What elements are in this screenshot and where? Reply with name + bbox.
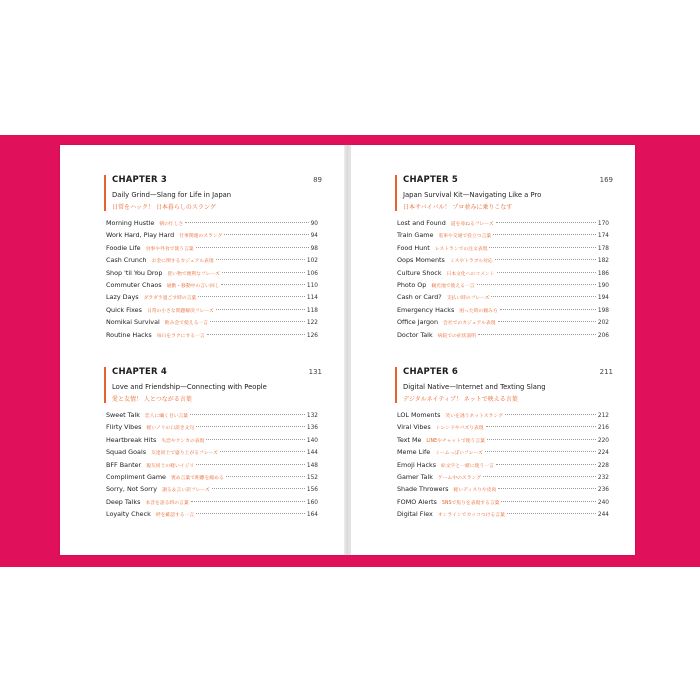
dot-leader — [210, 321, 305, 322]
entry-title: Loyalty Check — [106, 510, 151, 519]
entry-subtitle-jp: 毎日をラクにする一言 — [156, 333, 205, 339]
entry-page-number: 198 — [597, 307, 609, 314]
chapter-subtitle-jp: 愛と友情！ 人とつながる言葉 — [112, 396, 192, 403]
entry-subtitle-jp: 褒め言葉で距離を縮める — [170, 475, 224, 481]
entry-subtitle-jp: 電車や交通で役立つ言葉 — [438, 234, 492, 240]
chapter-label: CHAPTER 6 — [403, 367, 458, 377]
entry-title: Text Me — [397, 435, 422, 444]
entry-subtitle-jp: 飲み会で使える一言 — [164, 321, 208, 327]
toc-entry — [397, 423, 609, 435]
toc-entry — [397, 510, 609, 522]
dot-leader — [226, 476, 305, 477]
entry-subtitle-jp: 朝の忙しさ — [159, 222, 184, 227]
toc-entry — [397, 318, 609, 330]
entry-title: Train Game — [397, 231, 434, 240]
dot-leader — [185, 222, 308, 223]
entry-title: Food Hunt — [397, 243, 430, 252]
toc-entry — [106, 448, 318, 460]
entry-title: Digital Flex — [397, 510, 433, 519]
entry-title: Lost and Found — [397, 219, 446, 227]
chapter-subtitle-jp: デジタルネイティブ！ ネットで映える言葉 — [403, 396, 518, 403]
entry-subtitle-jp: 困った時の頼み方 — [459, 308, 498, 314]
entry-subtitle-jp: ミスやトラブル対応 — [449, 259, 493, 265]
entry-page-number: 118 — [306, 307, 318, 314]
toc-entry — [397, 293, 609, 305]
dot-leader — [221, 284, 305, 285]
toc-entry — [106, 485, 318, 497]
entry-title: Nomikai Survival — [106, 318, 160, 327]
chapter-3-entries — [106, 219, 318, 343]
toc-entry — [397, 219, 609, 231]
toc-entry — [106, 269, 318, 281]
chapter-page-number: 89 — [313, 176, 322, 184]
entry-subtitle-jp: 絵文字と一緒に使う一言 — [441, 463, 494, 469]
entry-page-number: 236 — [597, 487, 609, 494]
entry-subtitle-jp: 謝る＆言い訳フレーズ — [162, 488, 210, 494]
entry-subtitle-jp: 日本文化へのコメント — [446, 271, 495, 277]
entry-page-number: 102 — [306, 258, 318, 265]
entry-subtitle-jp: 食事や外食で使う言葉 — [145, 246, 194, 252]
dot-leader — [486, 426, 596, 427]
entry-subtitle-jp: 買い物で便利なフレーズ — [167, 271, 220, 277]
entry-page-number: 186 — [597, 270, 609, 277]
left-page — [60, 145, 344, 555]
toc-entry — [397, 306, 609, 318]
entry-title: Quick Fixes — [106, 305, 142, 314]
chapter-label: CHAPTER 4 — [112, 367, 167, 377]
dot-leader — [495, 259, 596, 260]
toc-entry — [397, 244, 609, 256]
dot-leader — [501, 501, 595, 502]
dot-leader — [498, 321, 596, 322]
dot-leader — [496, 222, 596, 223]
entry-page-number: 220 — [597, 437, 609, 444]
dot-leader — [487, 439, 596, 440]
entry-subtitle-jp: 友達同士で盛り上がるフレーズ — [151, 451, 218, 457]
entry-title: Viral Vibes — [397, 423, 431, 432]
entry-subtitle-jp: 軽いディスりや皮肉 — [453, 488, 497, 494]
dot-leader — [489, 247, 596, 248]
entry-title: Photo Op — [397, 280, 427, 289]
entry-page-number: 160 — [306, 499, 318, 506]
toc-entry — [397, 498, 609, 510]
right-page — [351, 145, 635, 555]
toc-entry — [397, 269, 609, 281]
chapter-5-entries — [397, 219, 609, 343]
toc-entry — [106, 318, 318, 330]
entry-page-number: 228 — [597, 462, 609, 469]
entry-subtitle-jp: 本音を語る時の言葉 — [145, 500, 189, 506]
dot-leader — [483, 476, 596, 477]
entry-subtitle-jp: 親友同士の軽いイジリ — [146, 463, 195, 469]
chapter-3-header — [104, 175, 322, 211]
chapter-page-number: 131 — [308, 368, 322, 376]
entry-subtitle-jp: 病院での症状説明 — [437, 333, 477, 339]
entry-page-number: 156 — [306, 487, 318, 494]
entry-title: Shop 'til You Drop — [106, 268, 163, 277]
toc-entry — [106, 293, 318, 305]
chapter-title: Digital Native—Internet and Texting Slang — [403, 383, 546, 391]
entry-title: Routine Hacks — [106, 330, 152, 339]
dot-leader — [478, 334, 596, 335]
entry-subtitle-jp: トレンドやバズり表現 — [435, 426, 484, 432]
entry-page-number: 232 — [597, 474, 609, 481]
toc-entry — [106, 256, 318, 268]
toc-entry — [106, 231, 318, 243]
entry-page-number: 152 — [306, 474, 318, 481]
entry-title: Meme Life — [397, 448, 431, 457]
entry-title: Cash Crunch — [106, 256, 147, 265]
entry-title: Culture Shock — [397, 268, 442, 277]
toc-entry — [106, 219, 318, 231]
entry-page-number: 212 — [597, 413, 609, 419]
entry-subtitle-jp: 失恋やケンカの表現 — [161, 438, 205, 444]
dot-leader — [500, 309, 596, 310]
chapter-6-entries — [397, 411, 609, 523]
dot-leader — [196, 464, 305, 465]
toc-entry — [397, 331, 609, 343]
toc-entry — [106, 281, 318, 293]
entry-page-number: 194 — [597, 295, 609, 302]
entry-subtitle-jp: 仕事関連のスラング — [179, 234, 223, 240]
entry-page-number: 206 — [597, 332, 609, 339]
entry-title: Cash or Card? — [397, 293, 442, 302]
entry-title: Sweet Talk — [106, 411, 140, 419]
entry-page-number: 148 — [306, 462, 318, 469]
dot-leader — [196, 513, 305, 514]
entry-page-number: 240 — [597, 499, 609, 506]
entry-page-number: 190 — [597, 282, 609, 289]
dot-leader — [491, 296, 595, 297]
dot-leader — [212, 488, 305, 489]
dot-leader — [222, 272, 305, 273]
chapter-4-header — [104, 367, 322, 403]
toc-entry — [397, 485, 609, 497]
entry-title: Compliment Game — [106, 472, 166, 481]
toc-entry — [397, 231, 609, 243]
chapter-4-entries — [106, 411, 318, 523]
book-spine — [344, 145, 351, 555]
entry-subtitle-jp: お金に関するカジュアル表現 — [151, 259, 214, 265]
toc-entry — [106, 498, 318, 510]
entry-subtitle-jp: ゲーム中のスラング — [437, 475, 481, 481]
chapter-subtitle-jp: 日常をハック！ 日本暮らしのスラング — [112, 204, 216, 211]
dot-leader — [496, 464, 596, 465]
entry-subtitle-jp: 日常の小さな問題解決フレーズ — [146, 308, 214, 314]
dot-leader — [206, 439, 305, 440]
chapter-page-number: 211 — [599, 368, 613, 376]
entry-title: Lazy Days — [106, 293, 139, 302]
dot-leader — [196, 247, 309, 248]
entry-subtitle-jp: 絆を確認する一言 — [155, 513, 195, 519]
entry-page-number: 114 — [306, 295, 318, 302]
dot-leader — [477, 284, 596, 285]
entry-page-number: 164 — [306, 512, 318, 519]
entry-page-number: 174 — [597, 233, 609, 240]
entry-page-number: 132 — [306, 413, 318, 419]
chapter-label: CHAPTER 3 — [112, 175, 167, 185]
entry-page-number: 216 — [597, 425, 609, 432]
dot-leader — [196, 426, 305, 427]
entry-title: Doctor Talk — [397, 330, 433, 339]
entry-page-number: 144 — [306, 450, 318, 457]
dot-leader — [493, 234, 596, 235]
chapter-page-number: 169 — [599, 176, 613, 184]
dot-leader — [216, 309, 305, 310]
entry-subtitle-jp: 観光地で使える一言 — [431, 283, 475, 289]
toc-entry — [106, 423, 318, 435]
entry-title: Flirty Vibes — [106, 423, 142, 432]
entry-title: Heartbreak Hits — [106, 435, 157, 444]
toc-entry — [397, 281, 609, 293]
entry-page-number: 110 — [306, 282, 318, 289]
dot-leader — [497, 272, 596, 273]
entry-title: Commuter Chaos — [106, 280, 162, 289]
entry-page-number: 140 — [306, 437, 318, 444]
chapter-title: Japan Survival Kit—Navigating Like a Pro — [403, 191, 542, 199]
dot-leader — [220, 451, 305, 452]
entry-title: LOL Moments — [397, 411, 441, 419]
entry-subtitle-jp: LINEやチャットで使う言葉 — [426, 438, 485, 444]
entry-subtitle-jp: 通勤・移動中の言い回し — [166, 283, 220, 289]
entry-title: Sorry, Not Sorry — [106, 485, 158, 494]
toc-entry — [106, 461, 318, 473]
entry-title: FOMO Alerts — [397, 497, 437, 506]
dot-leader — [485, 451, 596, 452]
dot-leader — [498, 488, 596, 489]
entry-page-number: 98 — [310, 245, 318, 252]
toc-entry — [106, 306, 318, 318]
entry-page-number: 244 — [597, 512, 609, 519]
toc-entry — [397, 448, 609, 460]
toc-entry — [106, 244, 318, 256]
entry-page-number: 94 — [310, 233, 318, 240]
chapter-6-header — [395, 367, 613, 403]
toc-entry — [397, 436, 609, 448]
toc-entry — [106, 436, 318, 448]
entry-page-number: 202 — [597, 320, 609, 327]
entry-page-number: 126 — [306, 332, 318, 339]
entry-title: Oops Moments — [397, 256, 445, 265]
entry-title: Foodie Life — [106, 243, 141, 252]
entry-subtitle-jp: レストランでの注文表現 — [434, 246, 488, 252]
dot-leader — [224, 234, 308, 235]
dot-leader — [191, 501, 305, 502]
entry-title: Emergency Hacks — [397, 305, 455, 314]
entry-title: Morning Hustle — [106, 219, 155, 227]
dot-leader — [505, 414, 596, 415]
entry-page-number: 122 — [306, 320, 318, 327]
chapter-title: Daily Grind—Slang for Life in Japan — [112, 191, 232, 199]
entry-subtitle-jp: 恋人に囁く甘い言葉 — [144, 414, 189, 419]
toc-entry — [106, 510, 318, 522]
dot-leader — [190, 414, 305, 415]
entry-title: Shade Throwers — [397, 485, 449, 494]
entry-subtitle-jp: 軽いノリの口説き文句 — [146, 426, 195, 432]
entry-subtitle-jp: 笑いを誘うネットスラング — [445, 414, 503, 419]
entry-page-number: 90 — [310, 221, 318, 227]
toc-entry — [397, 473, 609, 485]
entry-subtitle-jp: オンラインでカッコつける言葉 — [437, 513, 505, 519]
dot-leader — [198, 296, 305, 297]
toc-entry — [106, 331, 318, 343]
chapter-subtitle-jp: 日本サバイバル！ プロ並みに乗りこなす — [403, 204, 513, 211]
chapter-title: Love and Friendship—Connecting with People — [112, 383, 267, 391]
entry-title: Squad Goals — [106, 448, 147, 457]
entry-title: Gamer Talk — [397, 472, 433, 481]
toc-entry — [106, 411, 318, 423]
dot-leader — [207, 334, 305, 335]
dot-leader — [507, 513, 596, 514]
entry-subtitle-jp: 支払い時のフレーズ — [446, 296, 490, 302]
entry-title: Deep Talks — [106, 497, 141, 506]
entry-page-number: 182 — [597, 258, 609, 265]
entry-page-number: 178 — [597, 245, 609, 252]
chapter-5-header — [395, 175, 613, 211]
toc-entry — [397, 411, 609, 423]
entry-title: Emoji Hacks — [397, 460, 437, 469]
entry-subtitle-jp: ミームっぽいフレーズ — [435, 451, 483, 457]
entry-page-number: 170 — [597, 221, 609, 227]
entry-title: BFF Banter — [106, 460, 142, 469]
entry-page-number: 224 — [597, 450, 609, 457]
chapter-label: CHAPTER 5 — [403, 175, 458, 185]
entry-page-number: 106 — [306, 270, 318, 277]
entry-title: Office Jargon — [397, 318, 439, 327]
entry-subtitle-jp: ダラダラ過ごす時の言葉 — [143, 296, 197, 302]
entry-title: Work Hard, Play Hard — [106, 231, 175, 240]
entry-subtitle-jp: SNSで焦りを表現する言葉 — [441, 500, 500, 506]
entry-subtitle-jp: 会社でのカジュアル表現 — [443, 321, 496, 327]
toc-entry — [397, 461, 609, 473]
entry-subtitle-jp: 道を尋ねるフレーズ — [450, 222, 494, 227]
toc-entry — [106, 473, 318, 485]
toc-entry — [397, 256, 609, 268]
entry-page-number: 136 — [306, 425, 318, 432]
dot-leader — [216, 259, 305, 260]
